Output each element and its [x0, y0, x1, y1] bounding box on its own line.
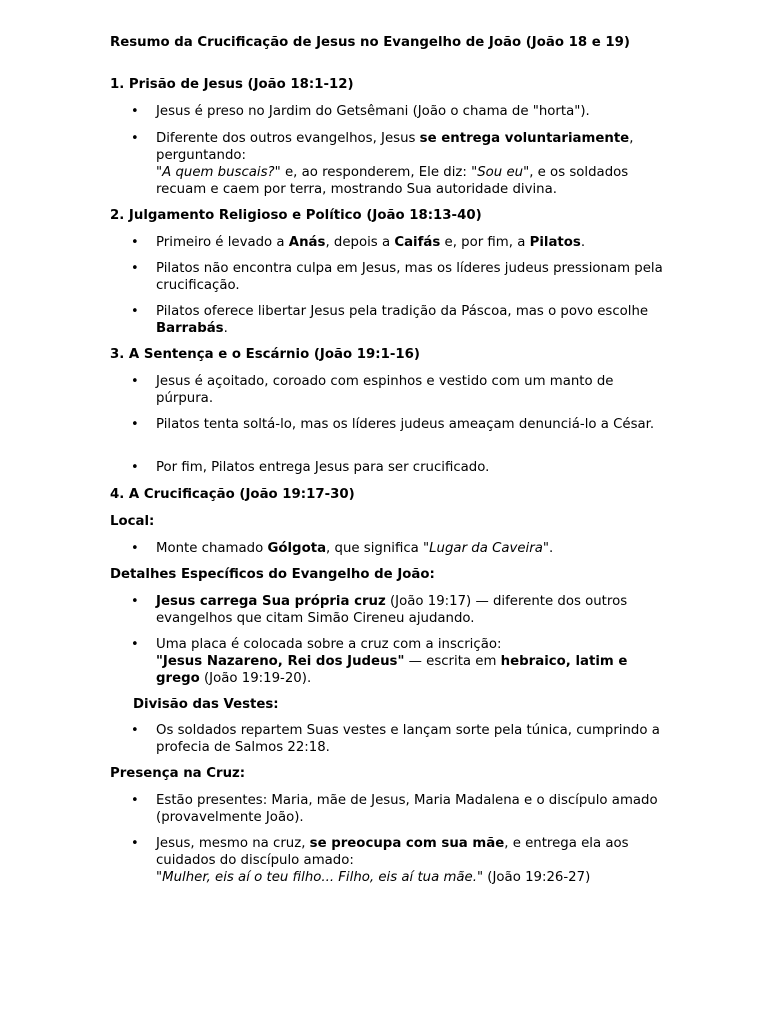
list-item: Pilatos não encontra culpa em Jesus, mas os líderes judeus pressionam pela crucificação. — [156, 261, 663, 293]
list-item: Jesus é preso no Jardim do Getsêmani (João o chama de "horta"). — [156, 104, 590, 119]
bullet-icon: • — [131, 104, 139, 119]
bullet-icon: • — [131, 836, 139, 851]
list-item: Primeiro é levado a Anás, depois a Caifás e, por fim, a Pilatos. — [156, 235, 586, 250]
list-item: Jesus, mesmo na cruz, se preocupa com sua mãe, e entrega ela aos cuidados do discípulo amado: "Mulher, eis aí o teu filho... Filho, eis aí tua mãe." (João 19:26-27) — [156, 836, 629, 885]
bullet-icon: • — [131, 723, 139, 738]
bullet-icon: • — [131, 131, 139, 146]
section-2-heading: 2. Julgamento Religioso e Político (João 18:13-40) — [110, 208, 482, 223]
bullet-icon: • — [131, 460, 139, 475]
bullet-icon: • — [131, 417, 139, 432]
bullet-icon: • — [131, 235, 139, 250]
detalhes-label: Detalhes Específicos do Evangelho de João: — [110, 567, 435, 582]
bullet-icon: • — [131, 304, 139, 319]
list-item: Por fim, Pilatos entrega Jesus para ser crucificado. — [156, 460, 490, 475]
bullet-icon: • — [131, 637, 139, 652]
list-item: Pilatos tenta soltá-lo, mas os líderes judeus ameaçam denunciá-lo a César. — [156, 417, 655, 432]
bullet-icon: • — [131, 374, 139, 389]
list-item: Pilatos oferece libertar Jesus pela tradição da Páscoa, mas o povo escolhe Barrabás. — [156, 304, 649, 336]
document-title: Resumo da Crucificação de Jesus no Evangelho de João (João 18 e 19) — [110, 35, 630, 50]
bullet-icon: • — [131, 541, 139, 556]
list-item: Os soldados repartem Suas vestes e lançam sorte pela túnica, cumprindo a profecia de Salmos 22:18. — [156, 723, 660, 755]
section-1-heading: 1. Prisão de Jesus (João 18:1-12) — [110, 77, 354, 92]
bullet-icon: • — [131, 793, 139, 808]
bullet-icon: • — [131, 261, 139, 276]
list-item: Jesus carrega Sua própria cruz (João 19:17) — diferente dos outros evangelhos que citam Simão Cireneu ajudando. — [156, 594, 628, 626]
section-3-heading: 3. A Sentença e o Escárnio (João 19:1-16) — [110, 347, 420, 362]
list-item: Diferente dos outros evangelhos, Jesus se entrega voluntariamente, perguntando: "A quem buscais?" e, ao responderem, Ele diz: "Sou eu", e os soldados recuam e caem por terra, mostrando Sua autoridade divina. — [156, 131, 634, 197]
list-item: Jesus é açoitado, coroado com espinhos e vestido com um manto de púrpura. — [156, 374, 614, 406]
divisao-label: Divisão das Vestes: — [133, 697, 279, 712]
local-label: Local: — [110, 514, 155, 529]
presenca-label: Presença na Cruz: — [110, 766, 246, 781]
list-item: Monte chamado Gólgota, que significa "Lugar da Caveira". — [156, 541, 554, 556]
bullet-icon: • — [131, 594, 139, 609]
section-4-heading: 4. A Crucificação (João 19:17-30) — [110, 487, 355, 502]
list-item: Uma placa é colocada sobre a cruz com a inscrição: "Jesus Nazareno, Rei dos Judeus" — escrita em hebraico, latim e grego (João 19:19-20). — [156, 637, 628, 686]
list-item: Estão presentes: Maria, mãe de Jesus, Maria Madalena e o discípulo amado (provavelmente João). — [156, 793, 658, 825]
